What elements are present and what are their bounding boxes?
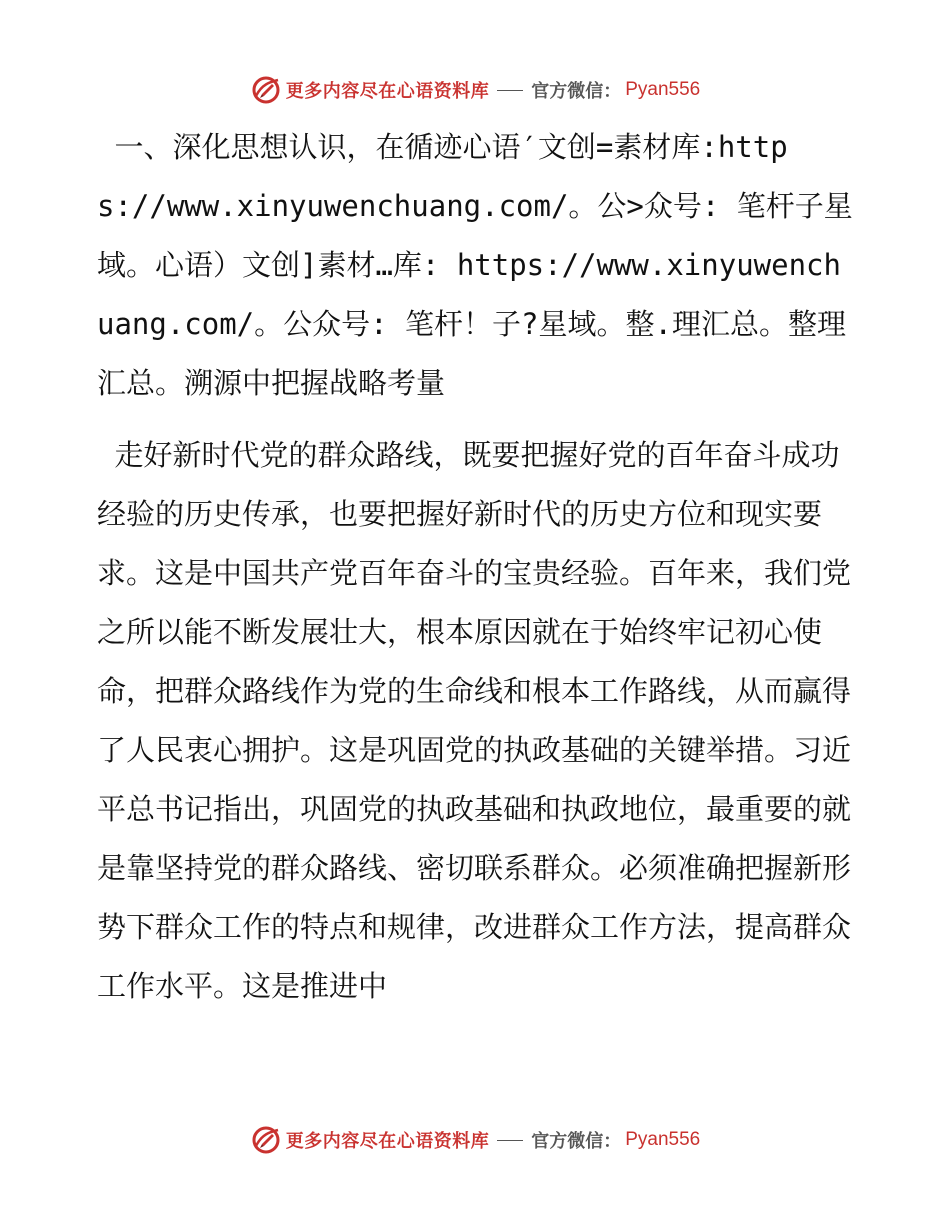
paragraph-body: 走好新时代党的群众路线，既要把握好党的百年奋斗成功经验的历史传承，也要把握好新时代的历史方位和现实要求。这是中国共产党百年奋斗的宝贵经验。百年来，我们党之所以能不断发展壮大，根本原因就在于始终牢记初心使命，把群众路线作为党的生命线和根本工作路线，从而赢得了人民衷心拥护。这是巩固党的执政基础的关键举措。习近平总书记指出，巩固党的执政基础和执政地位，最重要的就是靠坚持党的群众路线、密切联系群众。必须准确把握新形势下群众工作的特点和规律，改进群众工作方法，提高群众工作水平。这是推进中 (97, 438, 852, 1003)
paragraph-heading: 一、深化思想认识，在循迹心语′文创=素材库:https://www.xinyuwenchuang.com/。公>众号: 笔杆子星域。心语）文创]素材…库: https://www.xinyuwenchuang.com/。公众号: 笔杆！子?星域。整.理汇总。整理汇总。溯源中把握战略考量 (97, 130, 853, 400)
banner-text: 更多内容尽在心语资料库 (285, 81, 490, 102)
pen-swirl-logo-icon (250, 1124, 282, 1156)
footer-banner-inner (250, 1124, 701, 1156)
header-banner-inner (250, 74, 701, 106)
banner-wechat-id: Pyan556 (625, 1129, 701, 1150)
document-body (97, 118, 857, 1016)
header-banner (0, 70, 950, 110)
banner-text: 更多内容尽在心语资料库 (285, 1131, 490, 1152)
banner-separator (497, 90, 523, 91)
footer-banner (0, 1120, 950, 1160)
banner-wechat-id: Pyan556 (625, 79, 701, 100)
banner-separator (497, 1140, 523, 1141)
banner-wechat-label: 官方微信： (531, 1131, 622, 1152)
banner-wechat-label: 官方微信： (531, 81, 622, 102)
pen-swirl-logo-icon (250, 74, 282, 106)
